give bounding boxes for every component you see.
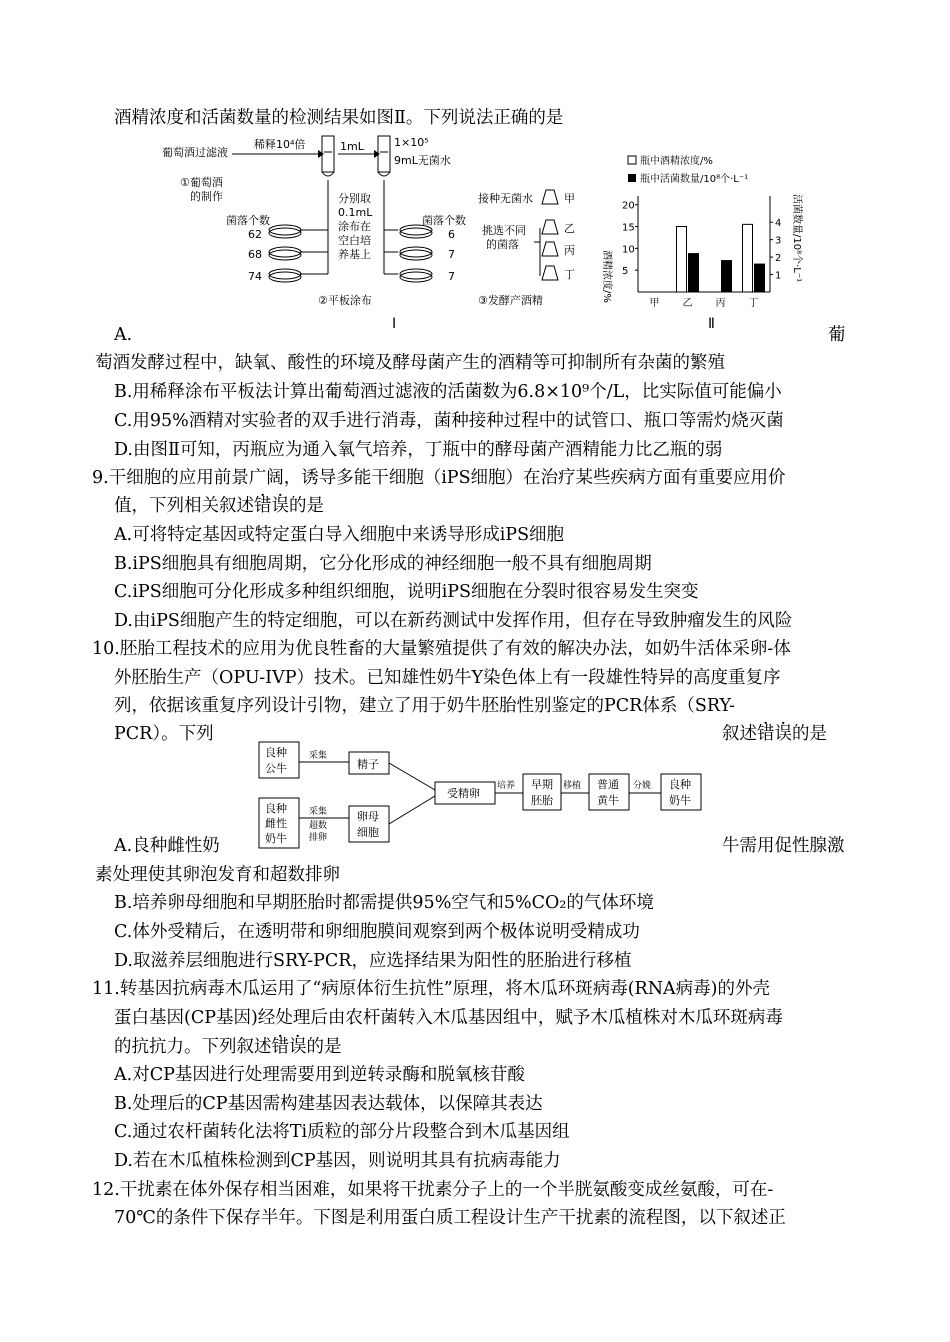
option-9a: A.可将特定基因或特定蛋白导入细胞中来诱导形成iPS细胞 (114, 525, 565, 545)
x-tick-label: 丙 (715, 298, 726, 309)
step3-label: ③发酵产酒精 (478, 294, 543, 307)
question-12-stem: 12.干扰素在体外保存相当困难，如果将干扰素分子上的一个半胱氨酸变成丝氨酸，可在- (92, 1180, 774, 1200)
zygote-label: 受精卵 (447, 787, 480, 800)
birth-label: 分娩 (633, 781, 652, 791)
step1-label-b: 的制作 (190, 190, 223, 203)
offspring-2: 奶牛 (669, 794, 691, 807)
flask-icon (542, 220, 558, 234)
legend-swatch-alcohol (628, 156, 636, 164)
flask-label: 丙 (564, 244, 575, 257)
colony-count: 74 (248, 270, 262, 283)
flask-label: 甲 (564, 192, 575, 205)
question-11-stem-2: 蛋白基因(CP基因)经处理后由农杆菌转入木瓜基因组中，赋予木瓜植株对木瓜环斑病毒 (114, 1008, 783, 1028)
x-tick-label: 甲 (649, 298, 660, 309)
y-left-tick-label: 20 (622, 200, 635, 212)
option-11c: C.通过农杆菌转化法将Ti质粒的部分片段整合到木瓜基因组 (114, 1122, 570, 1142)
recipient-2: 黄牛 (597, 794, 619, 807)
colony-count: 68 (248, 248, 262, 261)
y-right-label: 活菌数量/10⁸个·L⁻¹ (791, 194, 802, 283)
egg-1: 卵母 (357, 810, 379, 823)
option-8c: C.用95%酒精对实验者的双手进行消毒，菌种接种过程中的试管口、瓶口等需灼烧灭菌 (114, 411, 784, 431)
spread-5: 养基上 (338, 248, 371, 261)
figure-2-label: Ⅱ (708, 316, 715, 332)
question-9-stem: 9.干细胞的应用前景广阔，诱导多能干细胞（iPS细胞）在治疗某些疾病方面有重要应用价 (92, 468, 786, 488)
step1-label-a: ①葡萄酒 (180, 176, 223, 189)
flask-label: 乙 (564, 222, 575, 235)
collect2-2: 超数 (309, 821, 328, 831)
culture-label: 培养 (497, 781, 516, 791)
question-12-stem-2: 70℃的条件下保存半年。下图是利用蛋白质工程设计生产干扰素的流程图，以下叙述正 (114, 1208, 786, 1228)
figure-1-procedure (160, 132, 600, 332)
colony-count: 6 (448, 228, 455, 241)
x-tick-label: 丁 (748, 298, 759, 309)
option-10b: B.培养卵母细胞和早期胚胎时都需提供95%空气和5%CO₂的气体环境 (114, 893, 654, 913)
flask-icon (542, 190, 558, 204)
figure-1-label: Ⅰ (392, 316, 397, 332)
option-11a: A.对CP基因进行处理需要用到逆转录酶和脱氧核苷酸 (114, 1065, 525, 1085)
option-11b: B.处理后的CP基因需构建基因表达载体，以保障其表达 (114, 1094, 543, 1114)
figure-3-flow (255, 740, 705, 850)
option-9c: C.iPS细胞可分化形成多种组织细胞，说明iPS细胞在分裂时很容易发生突变 (114, 582, 699, 602)
inoc-label: 接种无菌水 (478, 192, 533, 205)
bar-alcohol (743, 224, 753, 292)
option-8d: D.由图Ⅱ可知，丙瓶应为通入氧气培养，丁瓶中的酵母菌产酒精能力比乙瓶的弱 (114, 440, 723, 460)
bar-cells (755, 264, 765, 292)
y-right-tick-label: 1 (775, 270, 782, 282)
water-label: 9mL无菌水 (394, 154, 451, 167)
colony-count: 7 (448, 248, 455, 261)
pick-label-2: 的菌落 (486, 238, 519, 251)
bull-2: 公牛 (265, 762, 287, 775)
bar-alcohol (677, 227, 687, 292)
legend-alcohol: 瓶中酒精浓度/% (640, 156, 713, 167)
colony-count: 7 (448, 270, 455, 283)
legend-cells: 瓶中活菌数量/10⁸个·L⁻¹ (640, 174, 749, 185)
spread-4: 空白培 (338, 234, 371, 247)
one-ml-label: 1mL (340, 140, 364, 153)
embryo-2: 胚胎 (531, 794, 553, 807)
y-left-tick-label: 5 (622, 266, 629, 278)
option-8b: B.用稀释涂布平板法计算出葡萄酒过滤液的活菌数为6.8×10⁹个/L，比实际值可能偏小 (114, 382, 782, 402)
option-10d: D.取滋养层细胞进行SRY-PCR，应选择结果为阳性的胚胎进行移植 (114, 951, 632, 971)
filtrate-label: 葡萄酒过滤液 (162, 146, 228, 159)
offspring-1: 良种 (669, 778, 691, 791)
colony-count: 62 (248, 228, 262, 241)
colony-label-right: 菌落个数 (422, 214, 466, 227)
option-9b: B.iPS细胞具有细胞周期，它分化形成的神经细胞一般不具有细胞周期 (114, 554, 652, 574)
sperm-label: 精子 (357, 758, 379, 771)
y-right-tick-label: 3 (775, 235, 782, 247)
bull-1: 良种 (265, 746, 287, 759)
spread-2: 0.1mL (338, 206, 373, 219)
recipient-1: 普通 (597, 778, 619, 791)
question-10-stem: 10.胚胎工程技术的应用为优良牲畜的大量繁殖提供了有效的解决办法，如奶牛活体采卵-体 (92, 639, 791, 659)
y-left-tick-label: 10 (622, 244, 635, 256)
option-8a-text: 萄酒发酵过程中，缺氧、酸性的环境及酵母菌产生的酒精等可抑制所有杂菌的繁殖 (95, 353, 725, 373)
transfer-label: 移植 (563, 781, 582, 791)
question-10-stem-4a: PCR）。下列 (114, 724, 214, 744)
dilute-label: 稀释10⁴倍 (254, 138, 306, 151)
question-10-stem-2: 外胚胎生产（OPU-IVP）技术。已知雄性奶牛Y染色体上有一段雄性特异的高度重复序 (114, 668, 781, 688)
option-8a-label: A. (114, 325, 133, 345)
cow-2: 雌性 (265, 817, 287, 830)
collect-label: 采集 (309, 751, 328, 761)
collect2-3: 排卵 (309, 833, 328, 843)
egg-2: 细胞 (357, 826, 379, 839)
option-10a-c: 素处理使其卵泡发育和超数排卵 (95, 865, 340, 885)
collect2-1: 采集 (309, 807, 328, 817)
figure-2-chart (598, 150, 808, 332)
option-10a-b: 牛需用促性腺激 (722, 836, 845, 856)
step2-label: ②平板涂布 (318, 294, 372, 307)
text-line: 酒精浓度和活菌数量的检测结果如图Ⅱ。下列说法正确的是 (114, 108, 564, 128)
bar-cells (689, 254, 699, 292)
question-9-stem-2: 值，下列相关叙述错误的是 (114, 496, 324, 516)
question-11-stem-3: 的抗抗力。下列叙述错误的是 (114, 1037, 342, 1057)
question-10-stem-4b: 叙述错误的是 (722, 724, 827, 744)
option-10a-a: A.良种雌性奶 (114, 836, 220, 856)
colony-label-left: 菌落个数 (226, 214, 270, 227)
y-right-tick-label: 4 (775, 218, 782, 230)
y-left-tick-label: 15 (622, 222, 635, 234)
x-tick-label: 乙 (682, 298, 693, 309)
question-11-stem: 11.转基因抗病毒木瓜运用了“病原体衍生抗性”原理，将木瓜环斑病毒(RNA病毒)的外壳 (92, 979, 771, 999)
option-8a-wrap: 葡 (828, 325, 846, 345)
option-11d: D.若在木瓜植株检测到CP基因，则说明其具有抗病毒能力 (114, 1151, 561, 1171)
cow-1: 良种 (265, 802, 287, 815)
spread-3: 涂布在 (338, 220, 371, 233)
y-left-label: 酒精浓度/% (601, 250, 612, 303)
embryo-1: 早期 (531, 778, 553, 791)
pick-label-1: 挑选不同 (482, 224, 526, 237)
option-9d: D.由iPS细胞产生的特定细胞，可以在新药测试中发挥作用，但存在导致肿瘤发生的风险 (114, 611, 793, 631)
question-10-stem-3: 列，依据该重复序列设计引物，建立了用于奶牛胚胎性别鉴定的PCR体系（SRY- (114, 696, 736, 716)
bar-cells (722, 261, 732, 292)
legend-swatch-cells (628, 174, 636, 182)
y-right-tick-label: 2 (775, 253, 782, 265)
flask-icon (542, 266, 558, 280)
flask-label: 丁 (564, 268, 575, 281)
cow-3: 奶牛 (265, 832, 287, 845)
flask-icon (542, 242, 558, 256)
spread-1: 分别取 (338, 192, 371, 205)
conc-label: 1×10⁵ (394, 136, 429, 149)
option-10c: C.体外受精后，在透明带和卵细胞膜间观察到两个极体说明受精成功 (114, 922, 640, 942)
